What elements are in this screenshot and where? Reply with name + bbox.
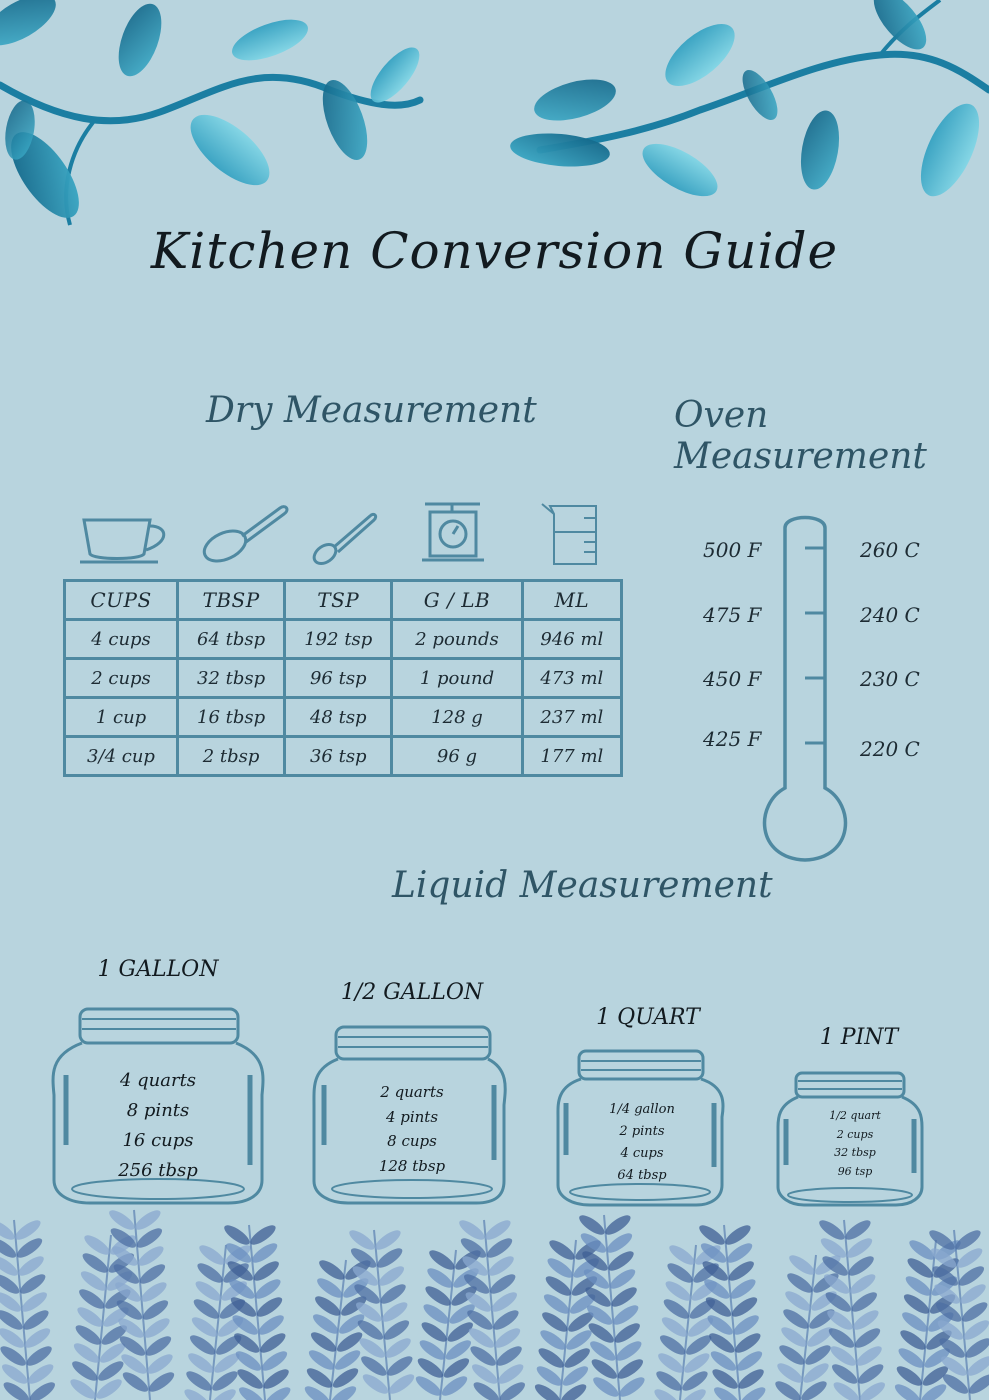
column-header: CUPS — [65, 581, 178, 620]
table-cell: 946 ml — [522, 620, 621, 659]
page-title: Kitchen Conversion Guide — [150, 222, 839, 280]
scale-icon — [422, 504, 484, 560]
list-item: 256 tbsp — [118, 1160, 198, 1181]
list-item: 64 tbsp — [617, 1168, 667, 1183]
temperature-fahrenheit: 450 F — [703, 667, 762, 691]
temperature-celsius: 260 C — [860, 538, 920, 562]
list-item: 16 cups — [122, 1130, 194, 1151]
list-item: 1/2 quart — [829, 1109, 881, 1122]
table-cell: 177 ml — [522, 737, 621, 776]
teaspoon-icon — [311, 514, 376, 567]
list-item: 4 pints — [385, 1107, 439, 1126]
list-item: 2 pints — [619, 1124, 665, 1139]
table-cell: 4 cups — [65, 620, 178, 659]
table-cell: 36 tsp — [285, 737, 392, 776]
jar-contents — [98, 1066, 218, 1186]
liquid-measurement-heading: Liquid Measurement — [392, 865, 773, 906]
jar-contents — [808, 1107, 902, 1181]
list-item: 4 cups — [620, 1146, 664, 1161]
list-item: 2 quarts — [380, 1083, 444, 1101]
thermometer-icon — [755, 508, 855, 868]
temperature-fahrenheit: 425 F — [703, 727, 762, 751]
column-header: ML — [522, 581, 621, 620]
tablespoon-icon — [200, 507, 287, 567]
table-cell: 2 cups — [65, 659, 178, 698]
table-cell: 96 tsp — [285, 659, 392, 698]
list-item: 128 tbsp — [378, 1156, 446, 1175]
dry-icons-row — [80, 498, 620, 570]
dry-measurement-heading: Dry Measurement — [206, 390, 537, 431]
table-row — [65, 698, 622, 737]
temperature-fahrenheit: 475 F — [703, 603, 762, 627]
table-row — [65, 659, 622, 698]
table-cell: 237 ml — [522, 698, 621, 737]
column-header: G / LB — [392, 581, 522, 620]
list-item: 2 cups — [836, 1127, 874, 1141]
jar-contents — [586, 1099, 698, 1187]
table-row — [65, 737, 622, 776]
table-cell: 3/4 cup — [65, 737, 178, 776]
jar-contents — [350, 1080, 474, 1178]
jar-label: 1/2 GALLON — [340, 980, 484, 1005]
table-cell: 473 ml — [522, 659, 621, 698]
temperature-celsius: 220 C — [860, 737, 920, 761]
temperature-celsius: 230 C — [860, 667, 920, 691]
list-item: 32 tbsp — [834, 1146, 876, 1159]
column-header: TBSP — [178, 581, 285, 620]
column-header: TSP — [285, 581, 392, 620]
dry-conversion-table — [63, 579, 623, 777]
table-cell: 192 tsp — [285, 620, 392, 659]
list-item: 8 pints — [126, 1100, 190, 1121]
jar-label: 1 GALLON — [97, 957, 219, 982]
temperature-fahrenheit: 500 F — [703, 538, 762, 562]
table-cell: 1 pound — [392, 659, 522, 698]
temperature-celsius: 240 C — [860, 603, 920, 627]
table-cell: 16 tbsp — [178, 698, 285, 737]
table-cell: 2 pounds — [392, 620, 522, 659]
table-row — [65, 620, 622, 659]
list-item: 96 tsp — [837, 1164, 873, 1178]
table-cell: 1 cup — [65, 698, 178, 737]
table-cell: 128 g — [392, 698, 522, 737]
jar-label: 1 PINT — [819, 1025, 899, 1050]
list-item: 4 quarts — [119, 1070, 197, 1091]
table-cell: 48 tsp — [285, 698, 392, 737]
top-branch-decoration — [0, 0, 989, 230]
table-cell: 96 g — [392, 737, 522, 776]
table-header-row — [65, 581, 622, 620]
measuring-jug-icon — [542, 504, 596, 564]
table-cell: 64 tbsp — [178, 620, 285, 659]
list-item: 8 cups — [387, 1132, 437, 1150]
oven-measurement-heading: Oven Measurement — [674, 395, 927, 477]
jar-label: 1 QUART — [596, 1005, 700, 1030]
table-cell: 2 tbsp — [178, 737, 285, 776]
list-item: 1/4 gallon — [609, 1102, 675, 1117]
bottom-foliage-decoration — [0, 1200, 989, 1400]
cup-icon — [80, 520, 164, 562]
table-cell: 32 tbsp — [178, 659, 285, 698]
